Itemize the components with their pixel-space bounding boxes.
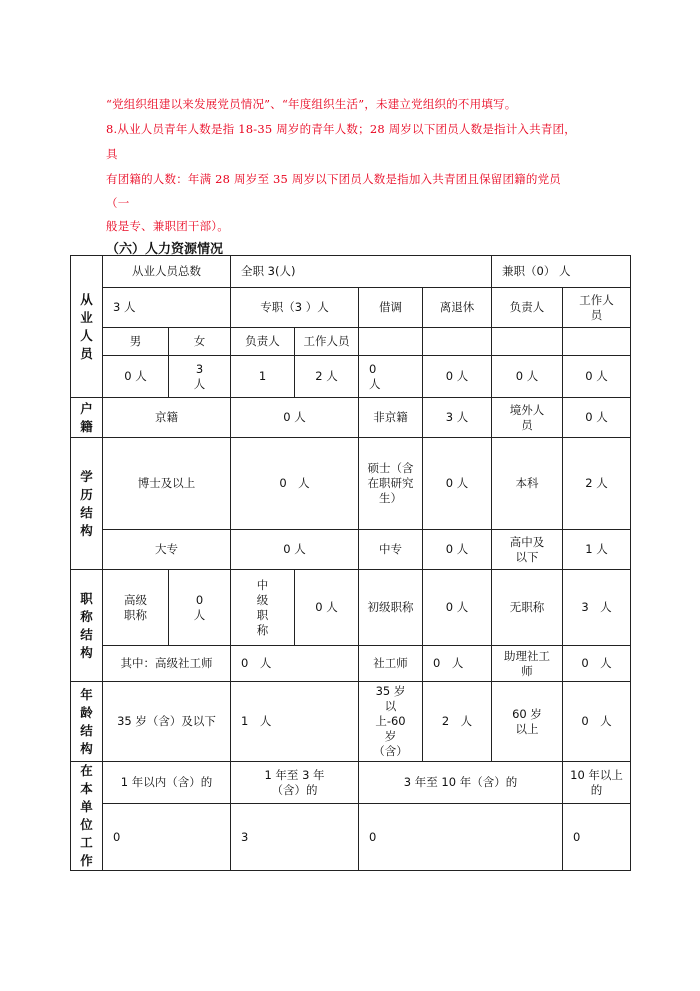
staff-pt-staff-label: 工作人员 xyxy=(563,288,631,328)
titles-junior-value: 0 人 xyxy=(423,570,492,646)
titles-junior-label: 初级职称 xyxy=(359,570,423,646)
household-beijing-label: 京籍 xyxy=(103,398,231,438)
education-college-value: 0 人 xyxy=(231,530,359,570)
staff-seconded-value: 0 人 xyxy=(359,356,423,398)
titles-social-value: 0 人 xyxy=(423,646,492,682)
staff-seconded-label: 借调 xyxy=(359,288,423,328)
age-middle-value: 2 人 xyxy=(423,682,492,762)
tenure-group-label: 在本单位工作 xyxy=(71,762,103,871)
note-line-3: 具 xyxy=(106,147,118,161)
tenure-over10-label: 10 年以上的 xyxy=(563,762,631,804)
note-line-2: 8.从业人员青年人数是指 18-35 周岁的青年人数；28 周岁以下团员人数是指计入共青团， xyxy=(106,122,576,136)
note-line-5: （一 xyxy=(106,196,130,210)
household-beijing-value: 0 人 xyxy=(231,398,359,438)
hr-table xyxy=(70,255,631,871)
titles-none-label: 无职称 xyxy=(492,570,563,646)
household-nonbeijing-label: 非京籍 xyxy=(359,398,423,438)
tenure-3to10-value: 0 xyxy=(359,804,563,871)
tenure-over10-value: 0 xyxy=(563,804,631,871)
education-doctor-value: 0 人 xyxy=(231,438,359,530)
titles-senior-label: 高级职称 xyxy=(103,570,169,646)
note-line-4: 有团籍的人数：年满 28 周岁至 35 周岁以下团员人数是指加入共青团且保留团籍的党员 xyxy=(106,172,561,186)
age-middle-label: 35 岁以上-60 岁（含） xyxy=(359,682,423,762)
staff-retired-label: 离退休 xyxy=(423,288,492,328)
age-old-label: 60 岁以上 xyxy=(492,682,563,762)
tenure-3to10-label: 3 年至 10 年（含）的 xyxy=(359,762,563,804)
tenure-within1-value: 0 xyxy=(103,804,231,871)
titles-senior-social-label: 其中：高级社工师 xyxy=(103,646,231,682)
note-line-1: “党组织组建以来发展党员情况”、“年度组织生活”，未建立党组织的不用填写。 xyxy=(106,97,517,111)
staff-total-label: 从业人员总数 xyxy=(103,256,231,288)
staff-pt-leader-value: 0 人 xyxy=(492,356,563,398)
age-young-value: 1 人 xyxy=(231,682,359,762)
note-line-6: 般是专、兼职团干部）。 xyxy=(106,219,229,233)
staff-ft-leader-value: 1 xyxy=(231,356,295,398)
household-nonbeijing-value: 3 人 xyxy=(423,398,492,438)
staff-dedicated-label: 专职（3 ）人 xyxy=(231,288,359,328)
education-group-label: 学历结构 xyxy=(71,438,103,570)
education-college-label: 大专 xyxy=(103,530,231,570)
titles-social-label: 社工师 xyxy=(359,646,423,682)
age-young-label: 35 岁（含）及以下 xyxy=(103,682,231,762)
staff-total-value: 3 人 xyxy=(103,288,231,328)
titles-middle-value: 0 人 xyxy=(295,570,359,646)
staff-ft-leader-label: 负责人 xyxy=(231,328,295,356)
education-highschool-value: 1 人 xyxy=(563,530,631,570)
education-doctor-label: 博士及以上 xyxy=(103,438,231,530)
age-old-value: 0 人 xyxy=(563,682,631,762)
education-bachelor-value: 2 人 xyxy=(563,438,631,530)
tenure-within1-label: 1 年以内（含）的 xyxy=(103,762,231,804)
staff-ft-staff-value: 2 人 xyxy=(295,356,359,398)
staff-parttime-label: 兼职（0） 人 xyxy=(492,256,631,288)
tenure-1to3-value: 3 xyxy=(231,804,359,871)
titles-middle-label: 中级职称 xyxy=(231,570,295,646)
education-secondary-label: 中专 xyxy=(359,530,423,570)
staff-group-label: 从业人员 xyxy=(71,256,103,398)
titles-assistant-social-value: 0 人 xyxy=(563,646,631,682)
staff-ft-staff-label: 工作人员 xyxy=(295,328,359,356)
titles-none-value: 3 人 xyxy=(563,570,631,646)
education-highschool-label: 高中及以下 xyxy=(492,530,563,570)
staff-female-label: 女 xyxy=(169,328,231,356)
education-bachelor-label: 本科 xyxy=(492,438,563,530)
staff-fulltime-label: 全职 3(人) xyxy=(231,256,492,288)
staff-male-label: 男 xyxy=(103,328,169,356)
staff-pt-staff-value: 0 人 xyxy=(563,356,631,398)
household-overseas-label: 境外人员 xyxy=(492,398,563,438)
tenure-1to3-label: 1 年至 3 年（含）的 xyxy=(231,762,359,804)
titles-senior-social-value: 0 人 xyxy=(231,646,359,682)
staff-female-value: 3 人 xyxy=(169,356,231,398)
section-title: （六）人力资源情况 xyxy=(106,242,224,257)
education-master-label: 硕士（含在职研究生） xyxy=(359,438,423,530)
staff-retired-value: 0 人 xyxy=(423,356,492,398)
titles-assistant-social-label: 助理社工师 xyxy=(492,646,563,682)
household-overseas-value: 0 人 xyxy=(563,398,631,438)
household-group-label: 户籍 xyxy=(71,398,103,438)
titles-group-label: 职称结构 xyxy=(71,570,103,682)
titles-senior-value: 0 人 xyxy=(169,570,231,646)
staff-pt-leader-label: 负责人 xyxy=(492,288,563,328)
education-secondary-value: 0 人 xyxy=(423,530,492,570)
age-group-label: 年龄结构 xyxy=(71,682,103,762)
education-master-value: 0 人 xyxy=(423,438,492,530)
staff-male-value: 0 人 xyxy=(103,356,169,398)
